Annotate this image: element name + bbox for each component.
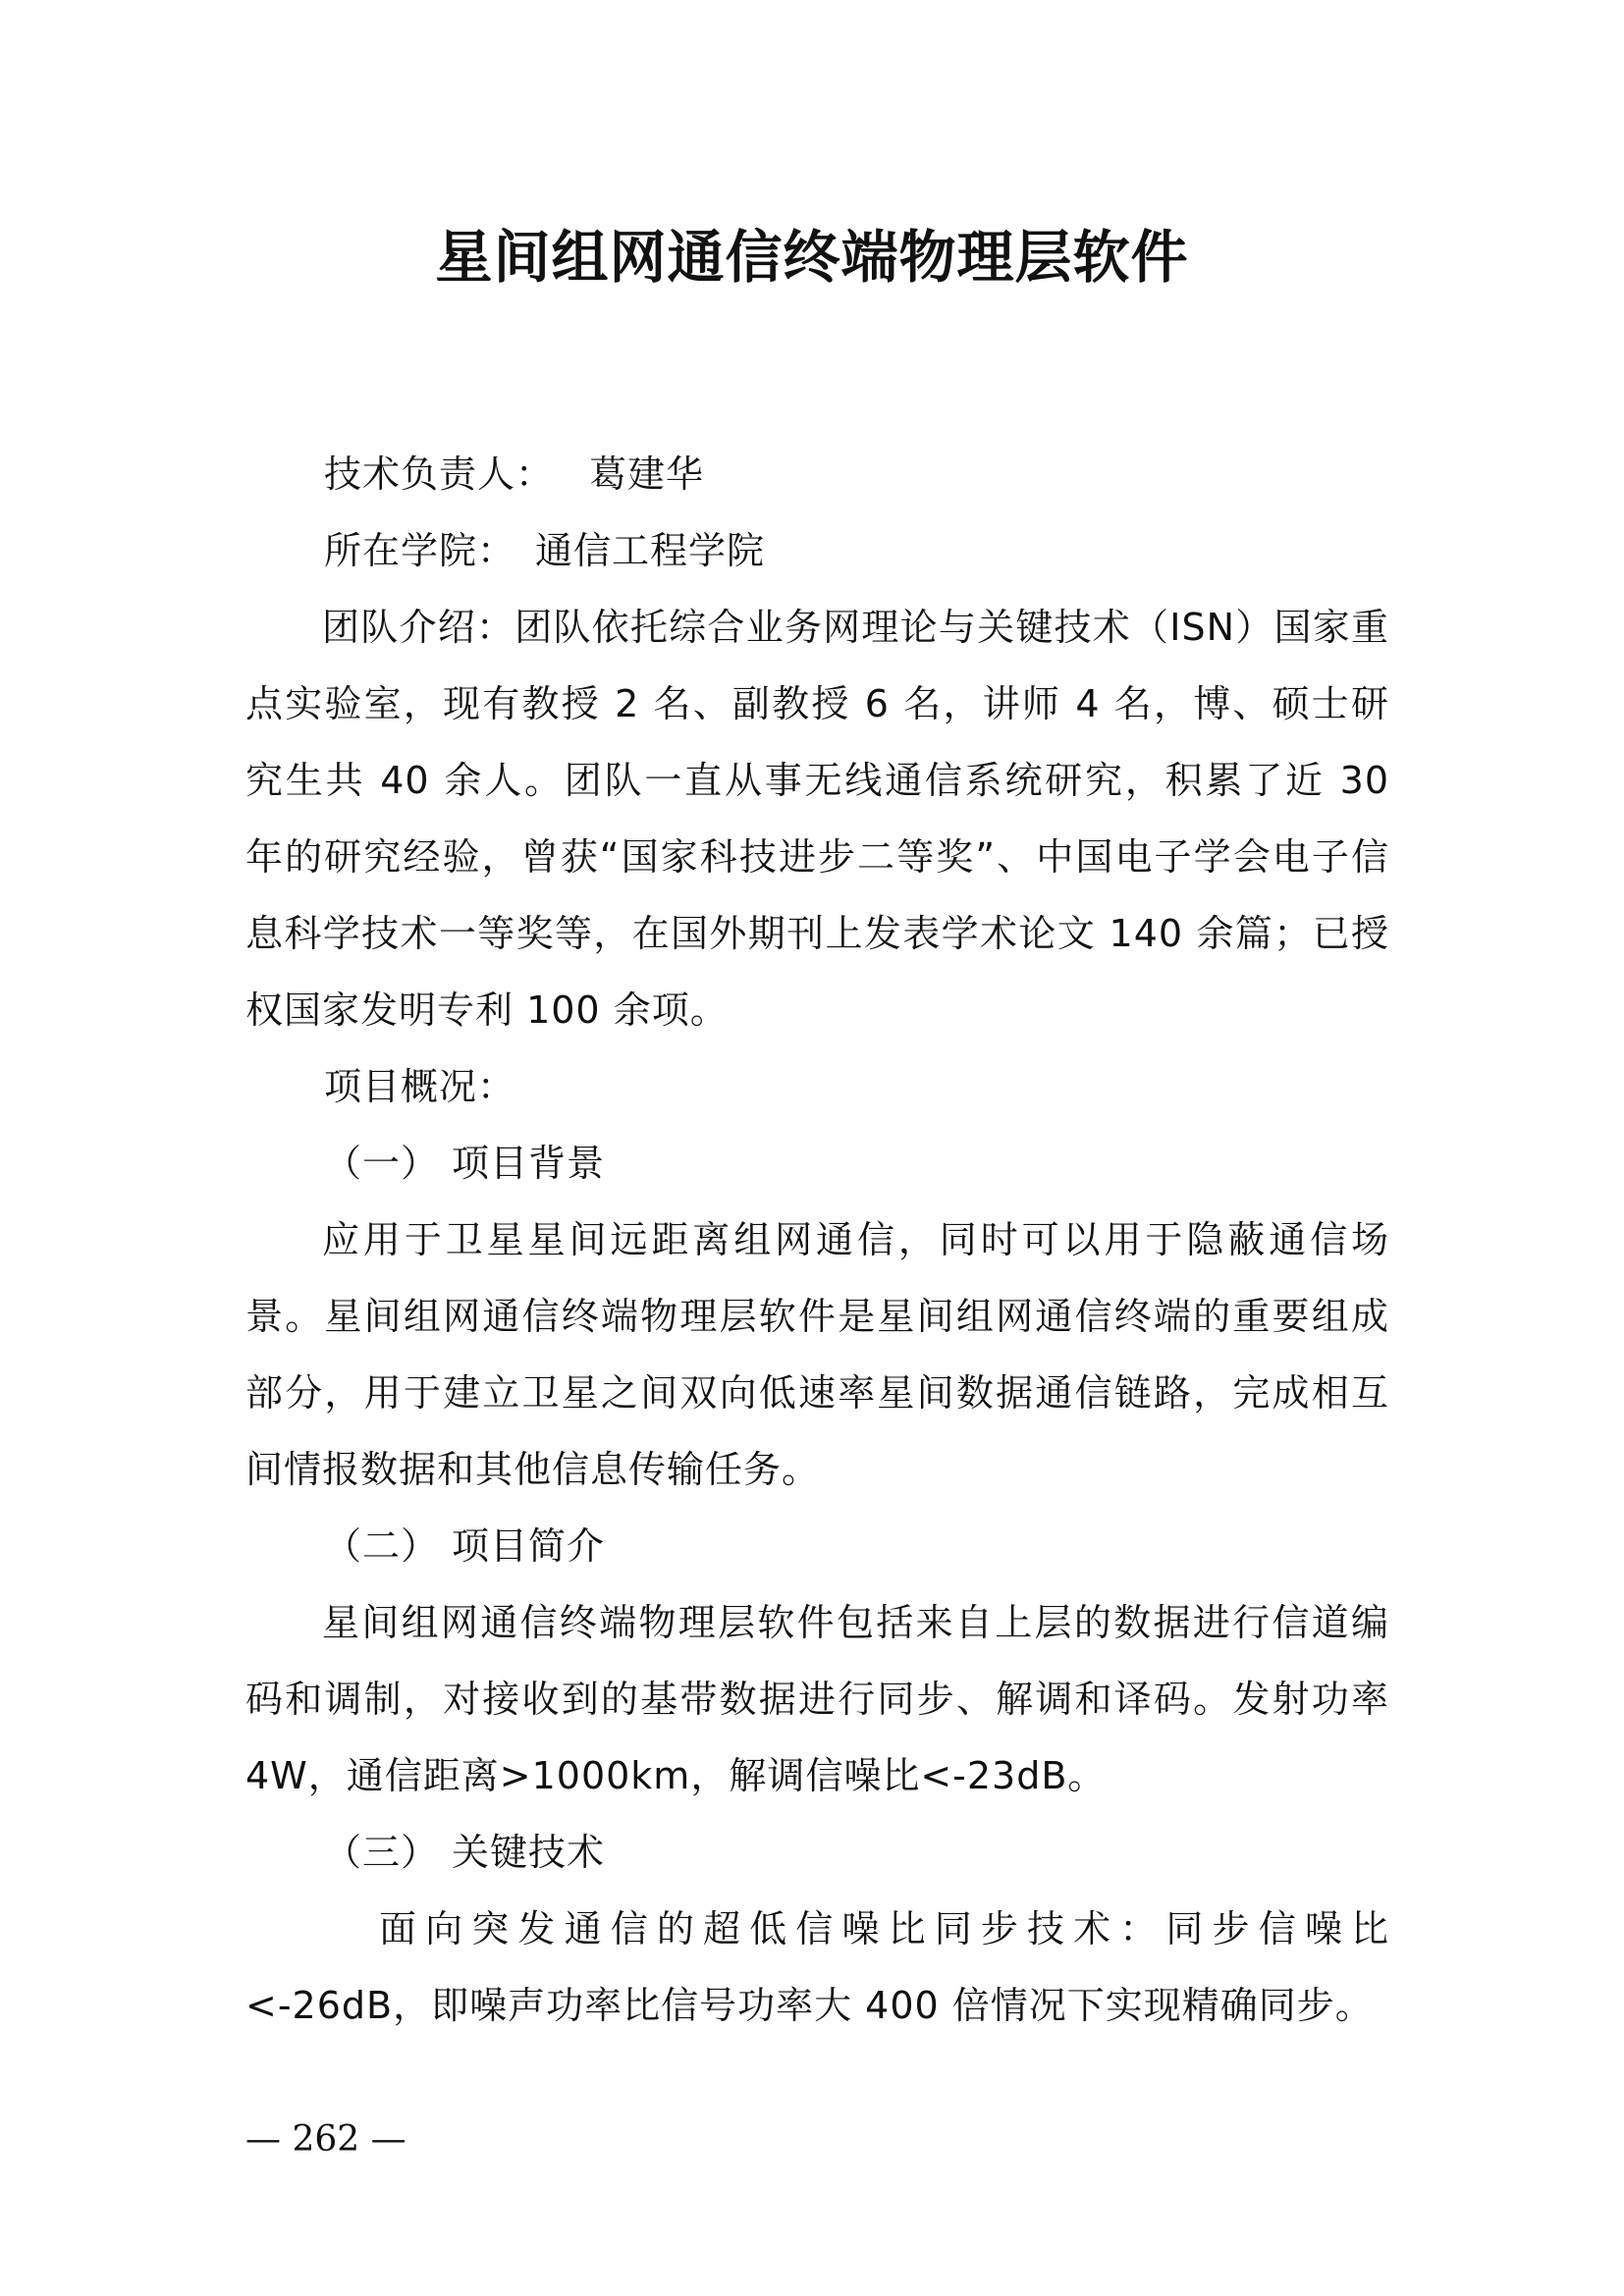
- college-line: [324, 512, 765, 589]
- section-number: （三）: [324, 1831, 440, 1874]
- tech-lead-line: [324, 436, 704, 512]
- tech-lead-value: 葛建华: [589, 453, 705, 496]
- overview-heading: 项目概况：: [324, 1065, 516, 1108]
- section-heading-intro: [324, 1508, 605, 1584]
- college-value: 通信工程学院: [535, 529, 766, 572]
- section-body-key-tech: [245, 1891, 1389, 2044]
- section-body-background: [245, 1201, 1389, 1508]
- section-number: （二）: [324, 1524, 440, 1568]
- team-intro-block: [245, 589, 1389, 1048]
- page-number: — 262 —: [245, 2119, 406, 2160]
- section-number: （一）: [324, 1142, 440, 1185]
- document-title: 星间组网通信终端物理层软件: [435, 224, 1189, 291]
- team-intro-paragraph: 团队介绍：团队依托综合业务网理论与关键技术（ISN）国家重点实验室，现有教授 2 名、副教授 6 名，讲师 4 名，博、硕士研究生共 40 余人。团队一直从事无线通信系统研究，积累了近 30 年的研究经验，曾获“国家科技进步二等奖”、中国电子学会电子信息科学技术一等奖等，在国外期刊上发表学术论文 140 余篇；已授权国家发明专利 100 余项。: [245, 606, 1389, 1032]
- section-heading-key-tech: [324, 1814, 605, 1891]
- section-title: 项目简介: [452, 1524, 606, 1568]
- section-paragraph: 应用于卫星星间远距离组网通信，同时可以用于隐蔽通信场景。星间组网通信终端物理层软件是星间组网通信终端的重要组成部分，用于建立卫星之间双向低速率星间数据通信链路，完成相互间情报数据和其他信息传输任务。: [245, 1218, 1389, 1491]
- college-label: 所在学院：: [324, 529, 516, 572]
- section-title: 项目背景: [452, 1142, 606, 1185]
- tech-lead-label: 技术负责人：: [324, 453, 555, 496]
- section-title: 关键技术: [452, 1831, 606, 1874]
- section-heading-background: [324, 1125, 605, 1201]
- section-paragraph: 星间组网通信终端物理层软件包括来自上层的数据进行信道编码和调制，对接收到的基带数据进行同步、解调和译码。发射功率 4W，通信距离>1000km，解调信噪比<-23dB。: [245, 1601, 1389, 1797]
- section-body-intro: [245, 1584, 1389, 1814]
- section-paragraph: 面向突发通信的超低信噪比同步技术：同步信噪比<-26dB，即噪声功率比信号功率大 400 倍情况下实现精确同步。: [245, 1907, 1389, 2027]
